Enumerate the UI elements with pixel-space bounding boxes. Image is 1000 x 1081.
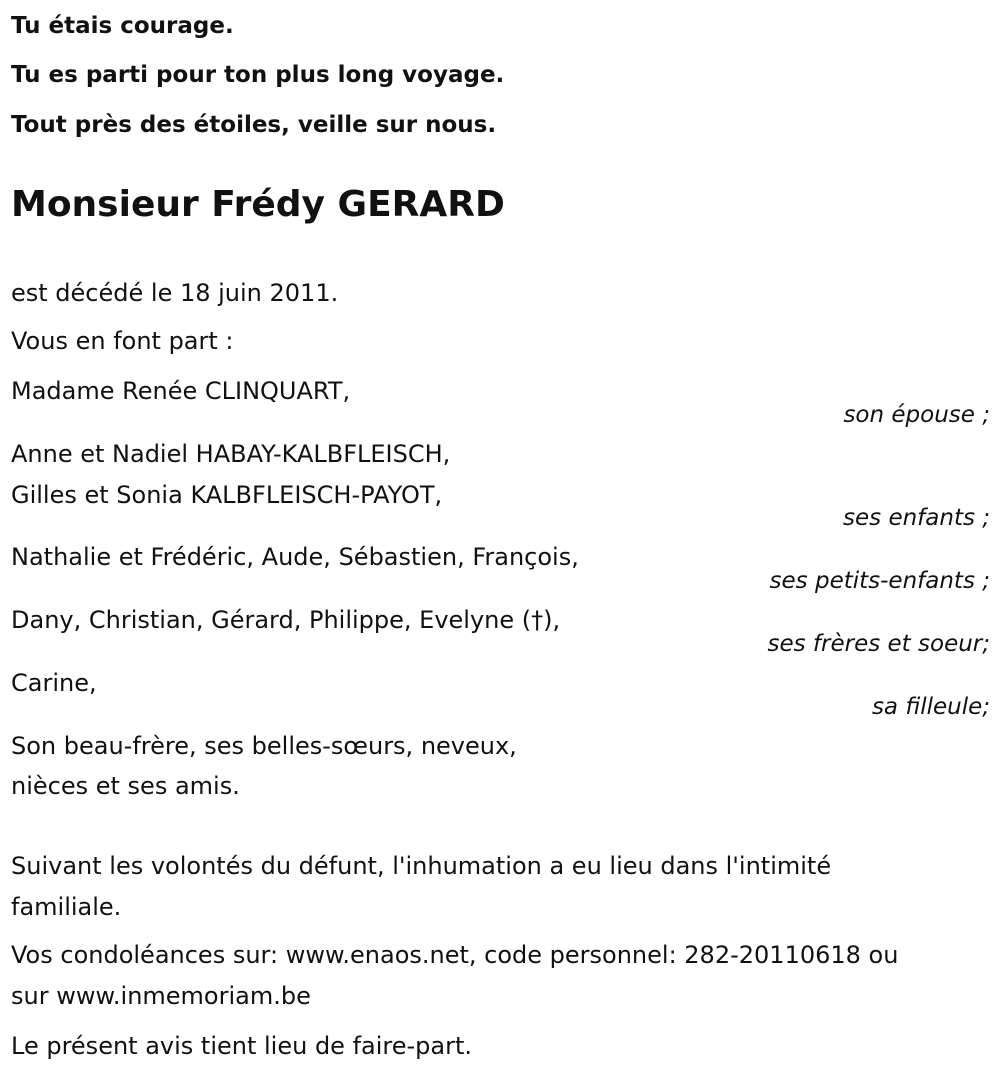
other-relatives-line-2: nièces et ses amis. (11, 772, 240, 800)
poem-line-1: Tu étais courage. (11, 13, 234, 39)
grandchildren-role: ses petits-enfants ; (769, 568, 990, 594)
child-2-name: Gilles et Sonia KALBFLEISCH-PAYOT, (11, 481, 443, 509)
grandchildren-names: Nathalie et Frédéric, Aude, Sébastien, François, (11, 543, 579, 571)
spouse-role: son épouse ; (843, 402, 990, 428)
burial-note-line-1: Suivant les volontés du défunt, l'inhumation a eu lieu dans l'intimité (11, 852, 832, 880)
goddaughter-role: sa filleule; (871, 694, 990, 720)
child-1-name: Anne et Nadiel HABAY-KALBFLEISCH, (11, 440, 451, 468)
deceased-name: Monsieur Frédy GERARD (11, 184, 505, 225)
condolences-line-2: sur www.inmemoriam.be (11, 982, 311, 1010)
condolences-line-1: Vos condoléances sur: www.enaos.net, code personnel: 282-20110618 ou (11, 941, 899, 969)
announce-line: Vous en font part : (11, 327, 234, 355)
death-date-line: est décédé le 18 juin 2011. (11, 279, 339, 307)
burial-note-line-2: familiale. (11, 893, 122, 921)
goddaughter-name: Carine, (11, 669, 97, 697)
siblings-names: Dany, Christian, Gérard, Philippe, Evelyne (†), (11, 606, 561, 634)
siblings-role: ses frères et soeur; (767, 631, 990, 657)
other-relatives-line-1: Son beau-frère, ses belles-sœurs, neveux, (11, 732, 517, 760)
spouse-name: Madame Renée CLINQUART, (11, 377, 351, 405)
children-role: ses enfants ; (843, 505, 990, 531)
closing-note: Le présent avis tient lieu de faire-part. (11, 1032, 473, 1060)
poem-line-2: Tu es parti pour ton plus long voyage. (11, 62, 505, 88)
poem-line-3: Tout près des étoiles, veille sur nous. (11, 112, 497, 138)
